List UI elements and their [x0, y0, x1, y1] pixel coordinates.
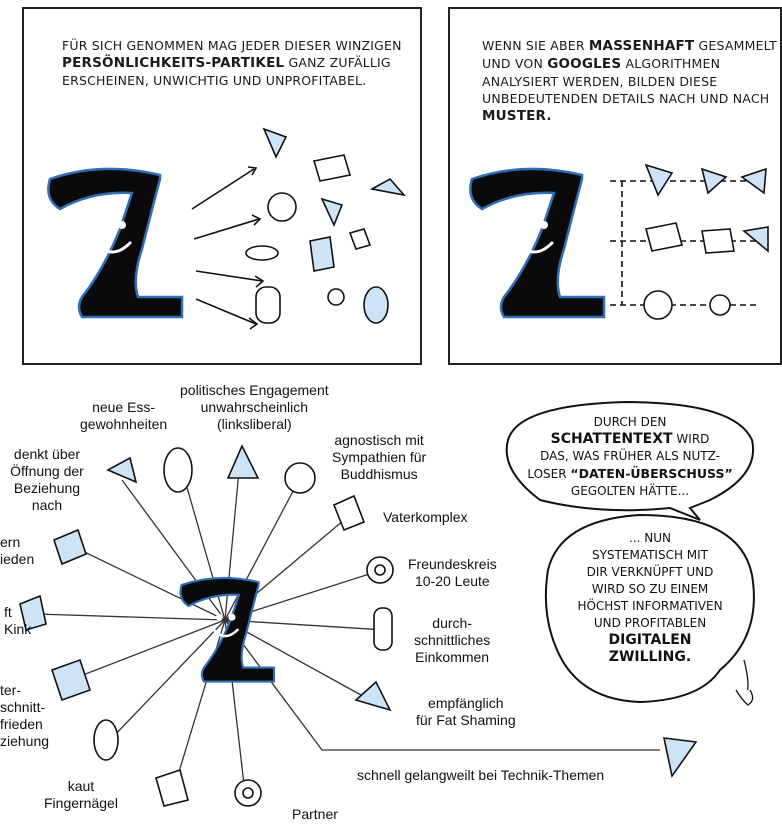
- caption-emphasis: GOOGLES: [547, 56, 622, 72]
- caption-text: WENN SIE ABER: [482, 38, 589, 53]
- caption-text: GANZ ZUFÄLLIG ERSCHEINEN, UNWICHTIG UND UNPROFITABEL.: [62, 55, 391, 88]
- bubble-line: WIRD SO ZU EINEM: [591, 582, 709, 596]
- label-freundeskreis: Freundeskreis 10-20 Leute: [408, 556, 497, 589]
- bubble-line: DAS, WAS FRÜHER ALS NUTZ-: [540, 449, 720, 463]
- caption-emphasis: PERSÖNLICHKEITS-PARTIKEL: [62, 55, 285, 71]
- label-einkommen: durch- schnittliches Einkommen: [414, 615, 491, 665]
- speech-bubble-1: [512, 414, 748, 500]
- caption-text: GESAMMELT UND VON: [482, 38, 777, 71]
- label-fingernaegel: kaut Fingernägel: [44, 778, 118, 811]
- bubble-line: UND PROFITABLEN: [593, 616, 707, 630]
- label-durchschnitt: ter- schnitt- frieden ziehung: [0, 682, 50, 749]
- label-kink: ft Kink: [4, 604, 32, 637]
- label-agnostisch: agnostisch mit Sympathien für Buddhismus: [332, 432, 427, 482]
- caption-text: ALGORITHMEN ANALYSIERT WERDEN, BILDEN DIESE UNBEDEUTENDEN DETAILS NACH UND NACH: [482, 56, 770, 106]
- bubble-line: GEGOLTEN HÄTTE...: [570, 484, 690, 498]
- bubble-emphasis: “DATEN-ÜBERSCHUSS”: [570, 466, 733, 481]
- bubble-line: SYSTEMATISCH MIT: [591, 548, 709, 562]
- label-vaterkomplex: Vaterkomplex: [383, 509, 468, 525]
- label-eltern: ern ieden: [0, 534, 35, 567]
- label-oeffnung: denkt über Öffnung der Beziehung nach: [10, 446, 84, 513]
- bubble-emphasis: SCHATTENTEXT: [550, 431, 673, 447]
- hand-icon: [736, 690, 753, 705]
- bubble-line: DIR VERKNÜPFT UND: [586, 565, 714, 579]
- caption-emphasis: MASSENHAFT: [588, 38, 695, 54]
- label-partner: Partner: [292, 806, 338, 822]
- bubble-emphasis: ZWILLING.: [608, 649, 692, 665]
- label-essgewohnheiten: neue Ess- gewohnheiten: [80, 399, 168, 432]
- bubble-emphasis: DIGITALEN: [608, 632, 692, 648]
- label-politik: politisches Engagement unwahrscheinlich (linksliberal): [180, 382, 329, 432]
- bubble-line: ... NUN: [629, 531, 671, 545]
- caption-text: FÜR SICH GENOMMEN MAG JEDER DIESER WINZIGEN: [62, 38, 402, 53]
- speech-bubble-2: [552, 530, 748, 666]
- bubble-line: HÖCHST INFORMATIVEN: [577, 599, 723, 613]
- caption-emphasis: MUSTER.: [482, 108, 552, 124]
- label-fatshaming: empfänglich für Fat Shaming: [416, 695, 516, 728]
- bubble-line: LOSER: [527, 467, 571, 481]
- bubble-line: DURCH DEN: [593, 415, 667, 429]
- label-technik: schnell gelangweilt bei Technik-Themen: [357, 767, 605, 783]
- bubble-line: WIRD: [672, 432, 710, 446]
